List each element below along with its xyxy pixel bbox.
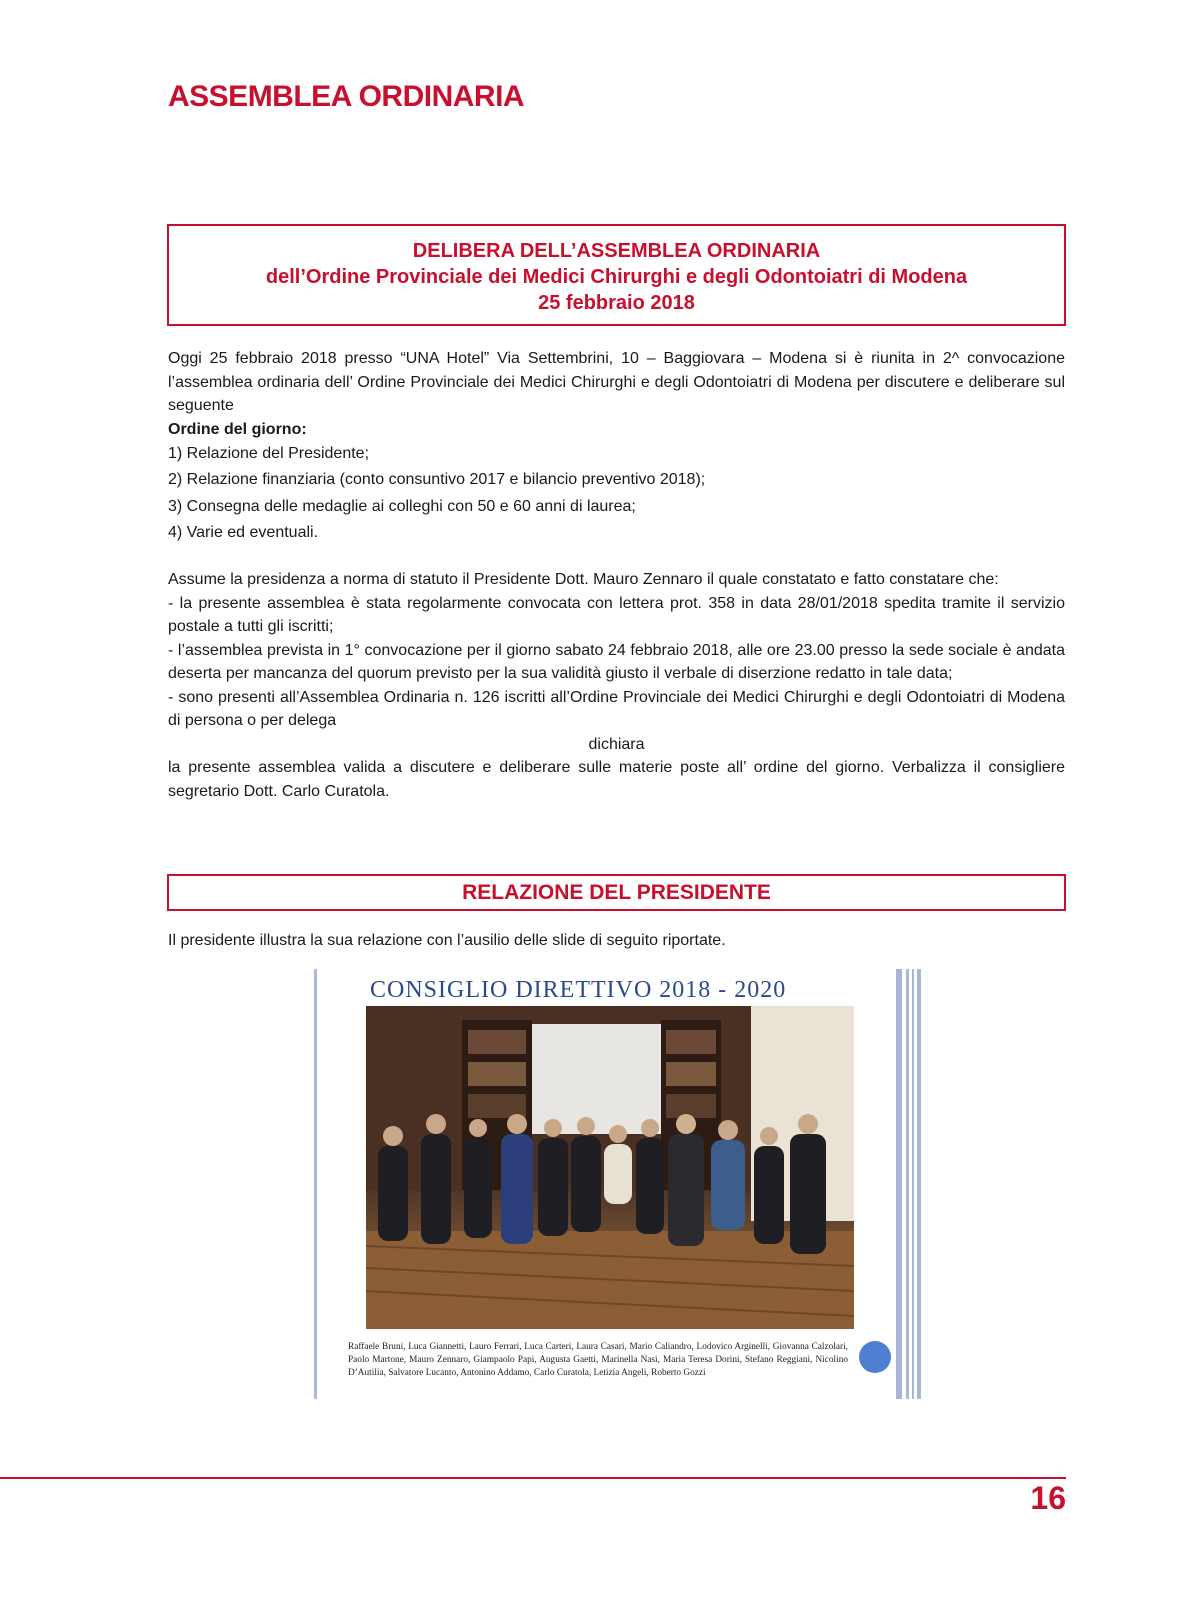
slide-right-rules: [896, 969, 922, 1399]
agenda-item: 3) Consegna delle medaglie ai colleghi con 50 e 60 anni di laurea;: [168, 497, 636, 515]
footer-rule: [0, 1477, 1066, 1479]
presidency-paragraph: - la presente assemblea è stata regolarmente convocata con lettera prot. 358 in data 28/01/2018 spedita tramite il servizio postale a tutti gli iscritti;: [168, 594, 1065, 635]
agenda-title: Ordine del giorno:: [168, 421, 307, 438]
slide-consiglio-direttivo: [314, 969, 922, 1399]
presidency-paragraph: la presente assemblea valida a discutere e deliberare sulle materie poste all’ ordine del giorno. Verbalizza il consigliere segretario Dott. Carlo Curatola.: [168, 759, 1065, 800]
agenda-item: 2) Relazione finanziaria (conto consuntivo 2017 e bilancio preventivo 2018);: [168, 471, 706, 488]
agenda-list: [168, 418, 1065, 545]
page-title: ASSEMBLEA ORDINARIA: [168, 80, 525, 113]
delibera-heading-box: [167, 224, 1066, 326]
slide-left-rule: [314, 969, 317, 1399]
presidency-paragraph: - l’assemblea prevista in 1° convocazione per il giorno sabato 24 febbraio 2018, alle ore 23.00 presso la sede sociale è andata deserta per mancanza del quorum previsto per la sua validità giusto il verbale di diserzione redatto in tale data;: [168, 641, 1065, 682]
agenda-item: 4) Varie ed eventuali.: [168, 524, 319, 541]
presidency-paragraph: - sono presenti all’Assemblea Ordinaria n. 126 iscritti all’Ordine Provinciale dei Medici Chirurghi e degli Odontoiatri di Modena di persona o per delega: [168, 688, 1065, 729]
agenda-item: 1) Relazione del Presidente;: [168, 444, 370, 462]
group-photo-image: [366, 1006, 854, 1329]
presidency-paragraph: Assume la presidenza a norma di statuto il Presidente Dott. Mauro Zennaro il quale constatato e fatto constatare che:: [168, 571, 999, 588]
page-number: 16: [1030, 1480, 1066, 1516]
presidency-section: [168, 568, 1065, 803]
slide-circle-decoration: [859, 1341, 891, 1373]
slide-title: CONSIGLIO DIRETTIVO 2018 - 2020: [370, 977, 787, 1003]
intro-paragraph: Oggi 25 febbraio 2018 presso “UNA Hotel” Via Settembrini, 10 – Baggiovara – Modena si è riunita in 2^ convocazione l’assemblea ordinaria dell’ Ordine Provinciale dei Medici Chirurghi e degli Odontoiatri di Modena per discutere e deliberare sul seguente: [168, 350, 1065, 414]
relazione-paragraph: Il presidente illustra la sua relazione con l’ausilio delle slide di seguito riportate.: [168, 932, 726, 949]
slide-caption: Raffaele Bruni, Luca Giannetti, Lauro Ferrari, Luca Carteri, Laura Casari, Mario Caliandro, Lodovico Arginelli, Giovanna Calzolari, Paolo Martone, Mauro Zennaro, Giampaolo Papi, Augusta Gaetti, Marinella Nasi, Maria Teresa Dorini, Stefano Reggiani, Nicolino D’Autilia, Salvatore Lucanto, Antonino Addamo, Carlo Curatola, Letizia Angeli, Roberto Gozzi: [348, 1342, 848, 1378]
delibera-heading-line-1: DELIBERA DELL’ASSEMBLEA ORDINARIA: [412, 240, 821, 262]
delibera-heading-line-3: 25 febbraio 2018: [538, 292, 695, 314]
dichiara-line: dichiara: [588, 735, 645, 753]
relazione-heading-box: RELAZIONE DEL PRESIDENTE: [167, 874, 1066, 911]
delibera-heading-line-2: dell’Ordine Provinciale dei Medici Chirurghi e degli Odontoiatri di Modena: [265, 266, 968, 288]
